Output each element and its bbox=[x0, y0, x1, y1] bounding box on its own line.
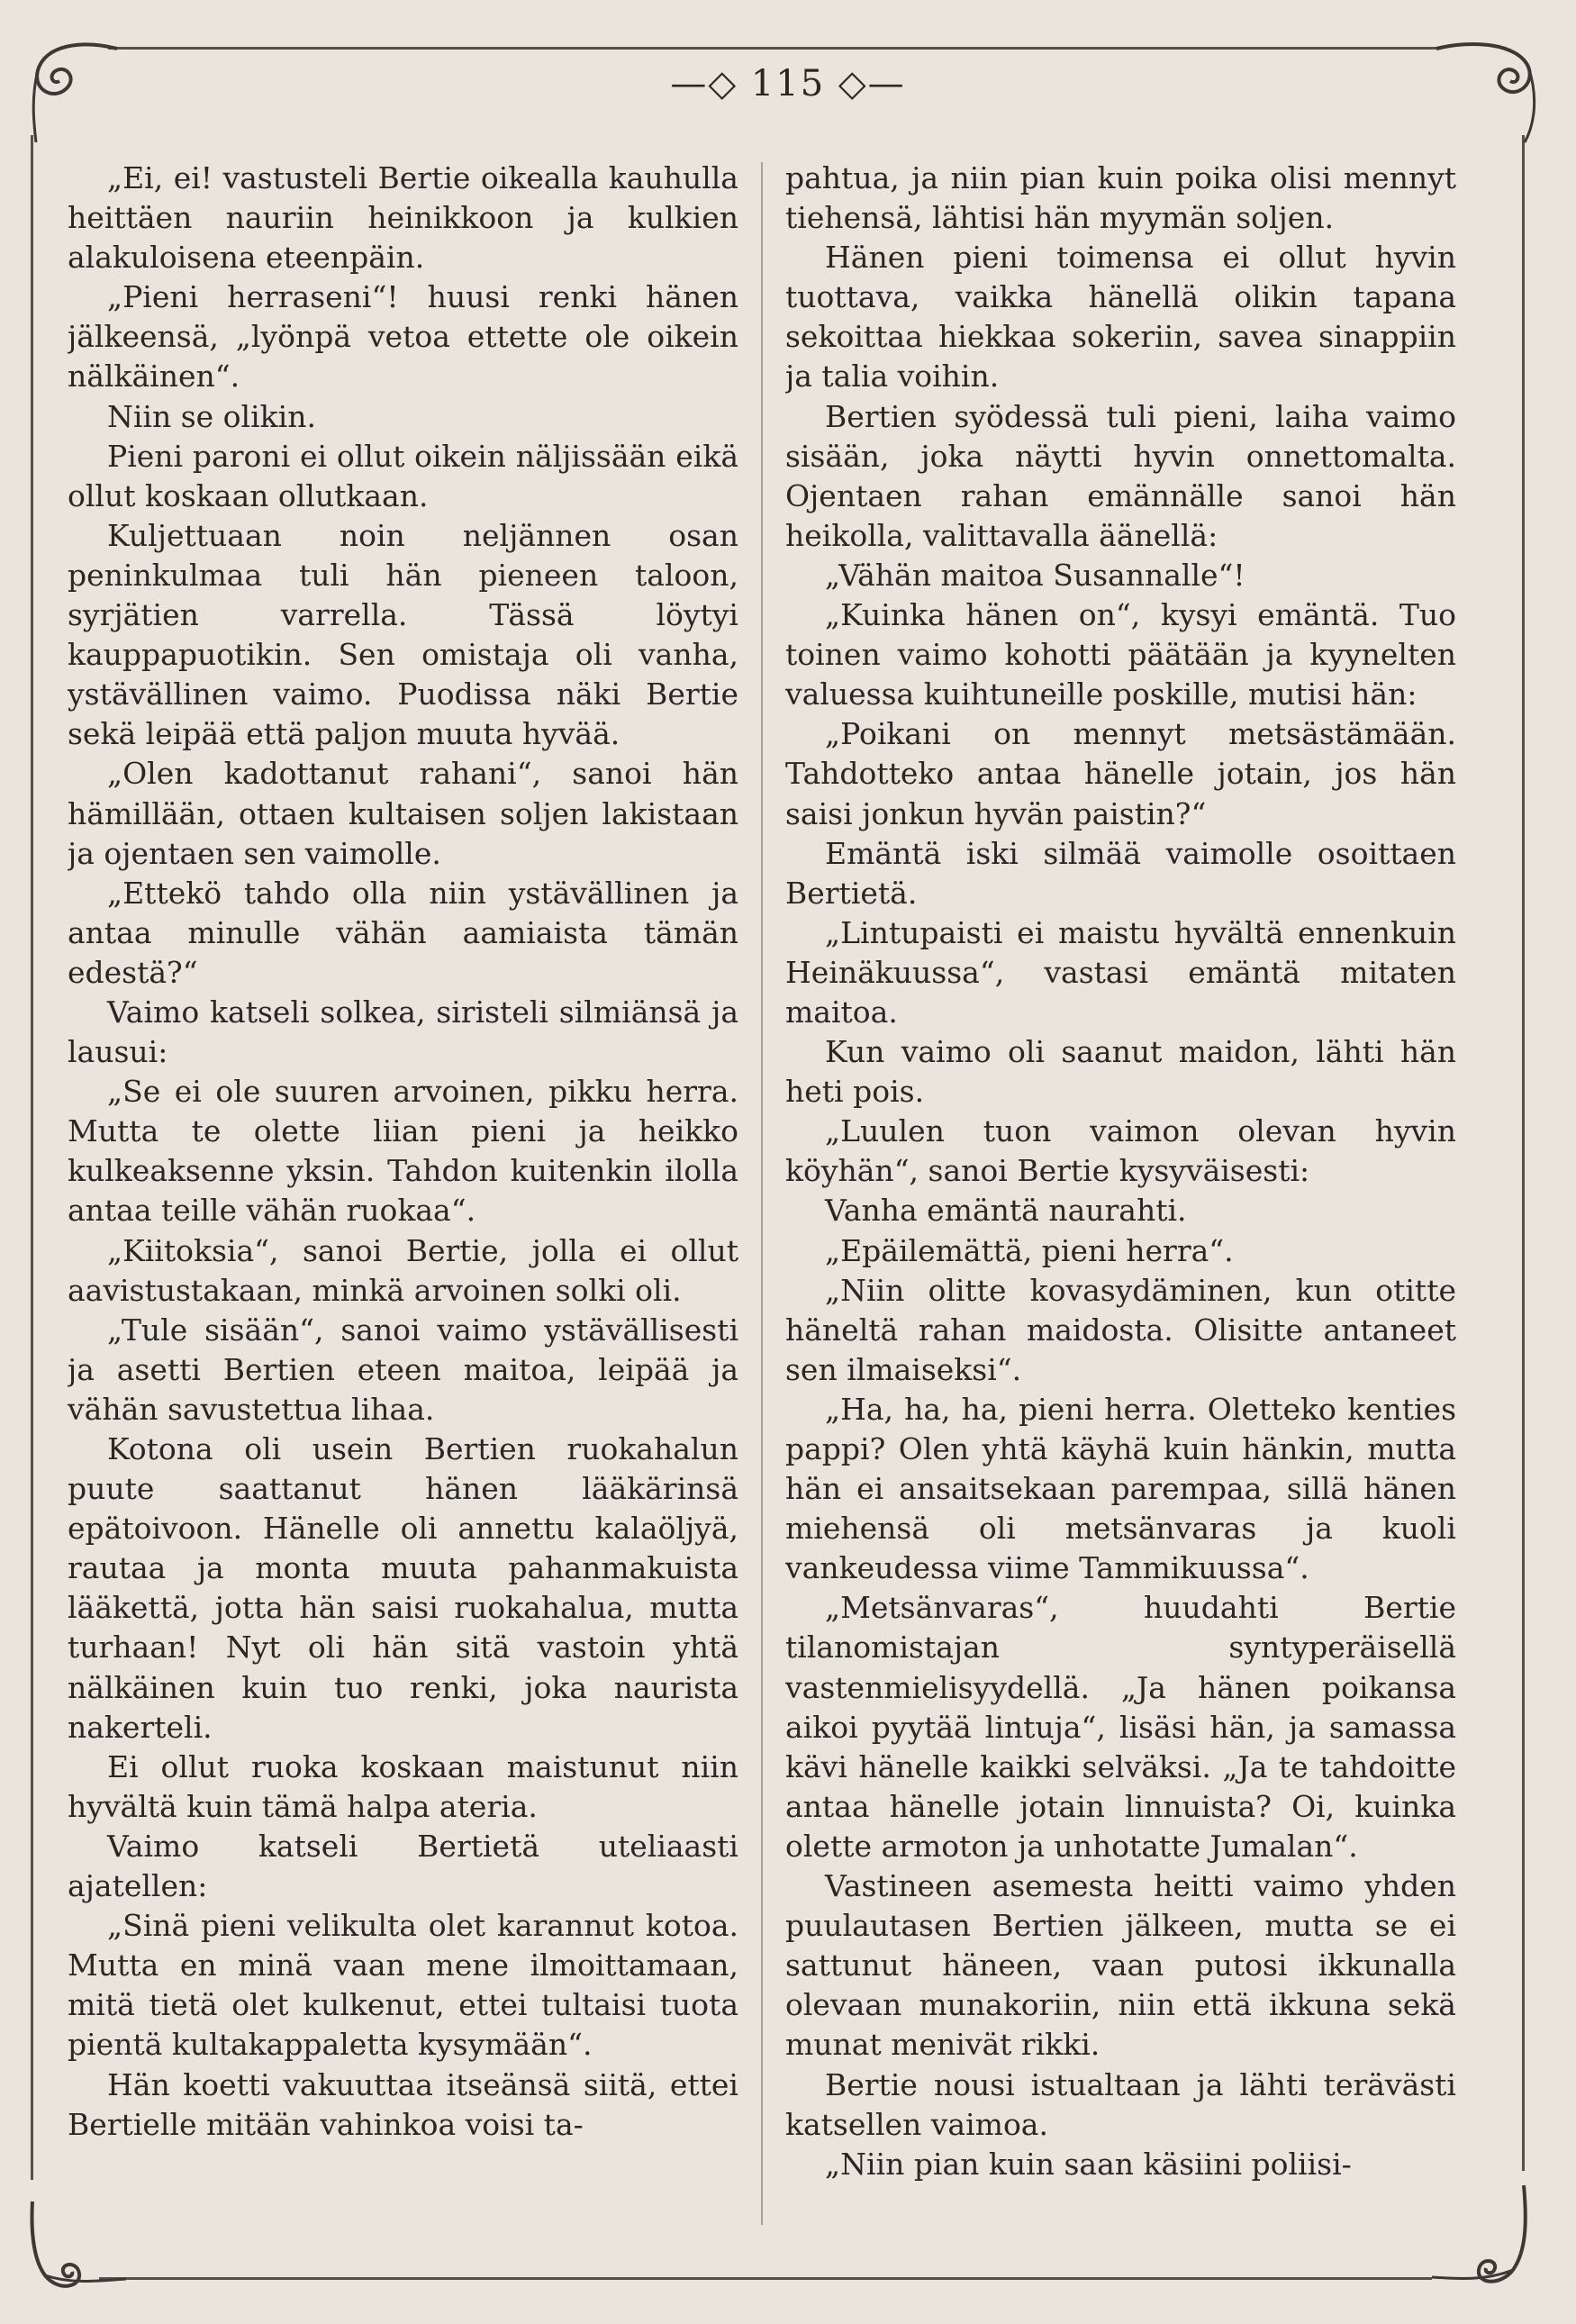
paragraph: Vastineen asemesta heitti vaimo yhden puulautasen Bertien jälkeen, mutta se ei sattunut häneen, vaan putosi ikkunalla olevaan munakoriin, niin että ikkuna sekä munat menivät rikki. bbox=[785, 1868, 1456, 2063]
paragraph: „Tule sisään“, sanoi vaimo ystävällisesti ja asetti Bertien eteen maitoa, leipää ja vähän savustettua lihaa. bbox=[68, 1312, 738, 1427]
paragraph: „Ettekö tahdo olla niin ystävällinen ja antaa minulle vähän aamiaista tämän edestä?“ bbox=[68, 875, 738, 990]
paragraph: Vanha emäntä naurahti. bbox=[825, 1193, 1187, 1229]
paragraph: „Poikani on mennyt metsästämään. Tahdotteko antaa hänelle jotain, jos hän saisi jonkun hyvän paistin?“ bbox=[785, 716, 1456, 831]
paragraph: Bertie nousi istualtaan ja lähti terävästi katsellen vaimoa. bbox=[785, 2066, 1456, 2142]
frame-left-rule bbox=[31, 135, 33, 2180]
column-divider bbox=[761, 162, 763, 2225]
paragraph: pahtua, ja niin pian kuin poika olisi mennyt tiehensä, lähtisi hän myymän soljen. bbox=[785, 160, 1456, 236]
frame-right-rule bbox=[1522, 135, 1525, 2171]
paragraph: Hänen pieni toimensa ei ollut hyvin tuottava, vaikka hänellä olikin tapana sekoittaa hiekkaa sokeriin, savea sinappiin ja talia voihin. bbox=[785, 240, 1456, 395]
paragraph: „Sinä pieni velikulta olet karannut kotoa. Mutta en minä vaan mene ilmoittamaan, mitä tietä olet kulkenut, ettei tultaisi tuota pientä kultakappaletta kysymään“. bbox=[68, 1908, 738, 2063]
paragraph: Emäntä iski silmää vaimolle osoittaen Bertietä. bbox=[785, 835, 1456, 911]
paragraph: „Vähän maitoa Susannalle“! bbox=[825, 557, 1245, 593]
paragraph: Kun vaimo oli saanut maidon, lähti hän heti pois. bbox=[785, 1034, 1456, 1110]
paragraph: „Niin pian kuin saan käsiini poliisi- bbox=[825, 2146, 1352, 2182]
page-number: —◇ 115 ◇— bbox=[670, 63, 906, 104]
frame-bottom-rule bbox=[99, 2277, 1432, 2280]
right-column bbox=[785, 159, 1456, 2230]
paragraph: „Se ei ole suuren arvoinen, pikku herra. Mutta te olette liian pieni ja heikko kulkeaksenne yksin. Tahdon kuitenkin ilolla antaa teille vähän ruokaa“. bbox=[68, 1074, 738, 1229]
paragraph: Ei ollut ruoka koskaan maistunut niin hyvältä kuin tämä halpa ateria. bbox=[68, 1748, 738, 1824]
paragraph: „Metsänvaras“, huudahti Bertie tilanomistajan syntyperäisellä vastenmielisyydellä. „Ja hänen poikansa aikoi pyytää lintuja“, lisäsi hän, ja samassa kävi hänelle kaikki selväksi. „Ja te tahdoitte antaa hänelle jotain linnuista? Oi, kuinka olette armoton ja unhotatte Jumalan“. bbox=[785, 1590, 1456, 1864]
paragraph: „Lintupaisti ei maistu hyvältä ennenkuin Heinäkuussa“, vastasi emäntä mitaten maitoa. bbox=[785, 914, 1456, 1030]
paragraph: „Pieni herraseni“! huusi renki hänen jälkeensä, „lyönpä vetoa ettette ole oikein nälkäinen“. bbox=[68, 279, 738, 395]
paragraph: „Kiitoksia“, sanoi Bertie, jolla ei ollut aavistustakaan, minkä arvoinen solki oli. bbox=[68, 1232, 738, 1308]
paragraph: „Olen kadottanut rahani“, sanoi hän hämillään, ottaen kultaisen soljen lakistaan ja ojentaen sen vaimolle. bbox=[68, 756, 738, 871]
paragraph: „Niin olitte kovasydäminen, kun otitte häneltä rahan maidosta. Olisitte antaneet sen ilmaiseksi“. bbox=[785, 1272, 1456, 1387]
paragraph: Niin se olikin. bbox=[107, 398, 316, 434]
paragraph: Vaimo katseli solkea, siristeli silmiänsä ja lausui: bbox=[68, 994, 738, 1070]
paragraph: „Kuinka hänen on“, kysyi emäntä. Tuo toinen vaimo kohotti päätään ja kyynelten valuessa kuihtuneille poskille, mutisi hän: bbox=[785, 597, 1456, 713]
frame-top-rule bbox=[108, 47, 1441, 50]
paragraph: „Epäilemättä, pieni herra“. bbox=[825, 1232, 1234, 1268]
paragraph: Vaimo katseli Bertietä uteliaasti ajatellen: bbox=[68, 1828, 738, 1904]
paragraph: Pieni paroni ei ollut oikein näljissään eikä ollut koskaan ollutkaan. bbox=[68, 438, 738, 513]
paragraph: Hän koetti vakuuttaa itseänsä siitä, ettei Bertielle mitään vahinkoa voisi ta- bbox=[68, 2066, 738, 2142]
left-column bbox=[68, 159, 738, 2230]
paragraph: Kotona oli usein Bertien ruokahalun puute saattanut hänen lääkärinsä epätoivoon. Hänelle oli annettu kalaöljyä, rautaa ja monta muuta pahanmakuista lääkettä, jotta hän saisi ruokahalua, mutta turhaan! Nyt oli hän sitä vastoin yhtä nälkäinen kuin tuo renki, joka naurista nakerteli. bbox=[68, 1431, 738, 1745]
paragraph: „Ei, ei! vastusteli Bertie oikealla kauhulla heittäen nauriin heinikkoon ja kulkien alakuloisena eteenpäin. bbox=[68, 160, 738, 276]
paragraph: Bertien syödessä tuli pieni, laiha vaimo sisään, joka näytti hyvin onnettomalta. Ojentaen rahan emännälle sanoi hän heikolla, valittavalla äänellä: bbox=[785, 398, 1456, 553]
paragraph: „Luulen tuon vaimon olevan hyvin köyhän“, sanoi Bertie kysyväisesti: bbox=[785, 1113, 1456, 1189]
paragraph: Kuljettuaan noin neljännen osan peninkulmaa tuli hän pieneen taloon, syrjätien varrella. Tässä löytyi kauppapuotikin. Sen omistaja oli vanha, ystävällinen vaimo. Puodissa näki Bertie sekä leipää että paljon muuta hyvää. bbox=[68, 517, 738, 752]
paragraph: „Ha, ha, ha, pieni herra. Oletteko kenties pappi? Olen yhtä käyhä kuin hänkin, mutta hän ei ansaitsekaan parempaa, sillä hänen miehensä oli metsänvaras ja kuoli vankeudessa viime Tammikuussa“. bbox=[785, 1391, 1456, 1586]
